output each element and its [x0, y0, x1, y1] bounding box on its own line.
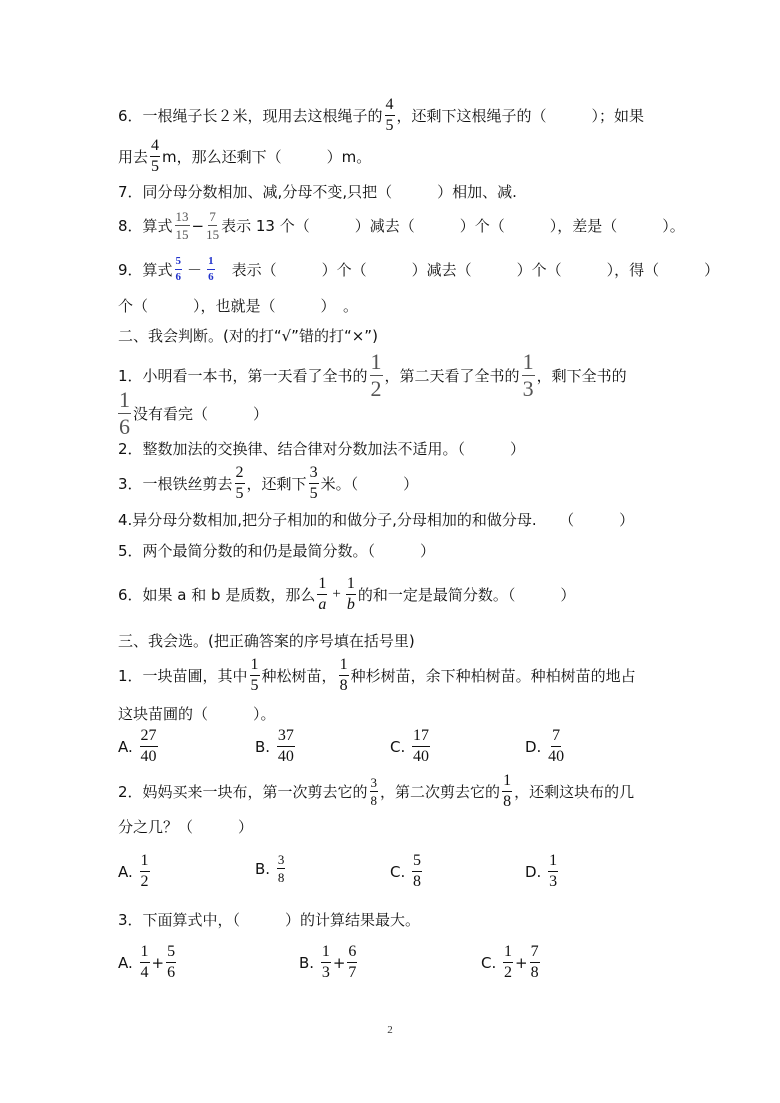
numerator: 5: [166, 944, 176, 963]
numerator: 5: [175, 256, 183, 270]
fill-q7: [118, 181, 517, 202]
text: ，剩下全书的: [536, 367, 627, 385]
operator: −: [191, 216, 205, 235]
choose-q1-option-d[interactable]: [525, 728, 566, 765]
fraction: [175, 210, 190, 241]
text: ，还剩这块布的几: [514, 783, 635, 801]
choose-q2-line2: [118, 816, 253, 837]
denominator: 7: [348, 964, 357, 981]
fraction: [412, 728, 430, 765]
option-label: C.: [390, 862, 406, 881]
fill-q9-line1: [118, 256, 719, 283]
numerator: 1: [503, 944, 513, 963]
denominator: 15: [206, 227, 220, 242]
denominator: 2: [504, 964, 513, 981]
option-label: B.: [299, 953, 315, 972]
option-label: B.: [255, 859, 271, 878]
text: ，还剩下: [246, 475, 307, 493]
option-label: D.: [525, 737, 542, 756]
choose-heading: [118, 630, 415, 651]
numerator: 1: [502, 773, 512, 792]
text: 2．妈妈买来一块布，第一次剪去它的: [118, 783, 368, 801]
numerator: 1: [522, 349, 534, 374]
denominator: 8: [339, 677, 348, 694]
operator: +: [515, 953, 528, 972]
numerator: 27: [140, 728, 158, 747]
operator: +: [332, 586, 341, 602]
option-label: B.: [255, 737, 271, 756]
operator: －: [187, 263, 203, 279]
numerator: 1: [548, 853, 558, 872]
fraction: [321, 944, 331, 981]
numerator: 7: [530, 944, 540, 963]
text: 1．小明看一本书，第一天看了全书的: [118, 367, 368, 385]
denominator: 40: [277, 748, 294, 765]
text: 4.异分母分数相加,把分子相加的和做分子,分母相加的和做分母. （ ）: [118, 511, 635, 529]
text: 表示（ ）个（ ）减去（ ）个（ ），得（ ）: [216, 261, 720, 279]
choose-q3-option-a[interactable]: [118, 944, 178, 981]
numerator: 7: [551, 728, 561, 747]
text: 种松树苗，: [261, 667, 337, 685]
numerator: 1: [317, 576, 327, 595]
fraction: [370, 351, 383, 400]
denominator: 2: [370, 376, 382, 401]
section-heading: 二、我会判断。(对的打“√”错的打“×”): [118, 327, 378, 345]
fraction: [503, 944, 513, 981]
fraction: [140, 853, 150, 890]
fraction: [317, 576, 327, 613]
text: ，还剩下这根绳子的（ ）；如果: [396, 107, 645, 125]
choose-q2-option-a[interactable]: [118, 853, 152, 890]
fraction: [522, 351, 535, 400]
numerator: 2: [235, 465, 245, 484]
option-label: A.: [118, 953, 133, 972]
fraction: [548, 853, 558, 890]
fill-q6-line2: [118, 138, 371, 175]
fraction: [502, 773, 512, 810]
denominator: 6: [119, 414, 130, 439]
denominator: 8: [503, 793, 512, 810]
numerator: 37: [277, 728, 295, 747]
fill-q8: [118, 210, 685, 241]
numerator: 3: [309, 465, 319, 484]
choose-q3-option-c[interactable]: [481, 944, 542, 981]
judge-q2: [118, 438, 525, 459]
choose-q1-option-c[interactable]: [390, 728, 432, 765]
judge-q4: [118, 509, 634, 530]
fraction: [175, 256, 183, 283]
text: 7．同分母分数相加、减,分母不变,只把（ ）相加、减.: [118, 183, 517, 201]
fraction: [530, 944, 540, 981]
fraction: [309, 465, 319, 502]
option-label: D.: [525, 862, 542, 881]
choose-q1-option-b[interactable]: [255, 728, 297, 765]
numerator: 13: [175, 209, 189, 224]
judge-q5: [118, 540, 435, 561]
denominator: 3: [321, 964, 330, 981]
denominator: 8: [277, 870, 285, 885]
fraction: [140, 728, 158, 765]
numerator: 1: [339, 657, 349, 676]
denominator: 3: [549, 873, 558, 890]
fraction: [235, 465, 245, 502]
numerator: 7: [209, 209, 216, 224]
denominator: 5: [235, 485, 244, 502]
text: 6．一根绳子长２米，现用去这根绳子的: [118, 107, 383, 125]
text: 米。（ ）: [320, 475, 419, 493]
fraction: [206, 210, 219, 241]
choose-q2-option-c[interactable]: [390, 853, 424, 890]
fraction: [370, 776, 379, 807]
numerator: 1: [346, 576, 356, 595]
choose-q2-option-d[interactable]: [525, 853, 560, 890]
text: 种杉树苗，余下种柏树苗。种柏树苗的地占: [350, 667, 636, 685]
judge-heading: [118, 325, 378, 346]
numerator: 4: [150, 138, 160, 157]
text: 1．一块苗圃，其中: [118, 667, 248, 685]
text: 2．整数加法的交换律、结合律对分数加法不适用。（ ）: [118, 440, 526, 458]
fraction: [277, 728, 295, 765]
judge-q6: [118, 576, 575, 613]
text: 3．下面算式中，（ ）的计算结果最大。: [118, 911, 421, 929]
denominator: 8: [530, 964, 539, 981]
text: 3．一根铁丝剪去: [118, 475, 233, 493]
operator: +: [332, 953, 346, 972]
numerator: 1: [140, 853, 150, 872]
page-number: 2: [387, 1024, 393, 1036]
fill-q6-line1: [118, 97, 644, 134]
numerator: 1: [207, 256, 215, 270]
text: 8．算式: [118, 217, 173, 235]
fraction: [347, 944, 357, 981]
fraction: [207, 256, 215, 283]
choose-q1-line1: [118, 657, 636, 694]
text: 的和一定是最简分数。（ ）: [357, 586, 576, 604]
fraction: [250, 657, 260, 694]
text: 6．如果 a 和 b 是质数，那么: [118, 586, 316, 604]
numerator: 1: [370, 349, 382, 374]
denominator: 6: [208, 271, 214, 283]
text: 分之几？（ ）: [118, 818, 254, 836]
denominator: 2: [140, 873, 149, 890]
text: m，那么还剩下（ ）m。: [162, 148, 372, 166]
text: 这块苗圃的（ ）。: [118, 705, 276, 723]
numerator: 17: [412, 728, 430, 747]
fraction: [140, 944, 150, 981]
choose-q1-line2: [118, 703, 276, 724]
fraction: [339, 657, 349, 694]
denominator: 4: [140, 964, 149, 981]
text: 表示 13 个（ ）减去（ ）个（ ），差是（ ）。: [221, 217, 685, 235]
denominator: 8: [413, 873, 422, 890]
denominator: b: [346, 596, 355, 613]
text: 个（ ），也就是（ ） 。: [118, 297, 359, 315]
fraction: [118, 389, 131, 438]
option-label: A.: [118, 737, 133, 756]
text: 没有看完（ ）: [133, 405, 269, 423]
denominator: 5: [250, 677, 259, 694]
denominator: 5: [151, 158, 160, 175]
fraction: [150, 138, 160, 175]
fill-q9-line2: [118, 295, 358, 316]
numerator: 6: [347, 944, 357, 963]
choose-q2-option-b[interactable]: [255, 853, 287, 884]
denominator: 40: [140, 748, 157, 765]
operator: +: [151, 953, 165, 972]
numerator: 5: [412, 853, 422, 872]
denominator: 6: [167, 964, 176, 981]
denominator: a: [318, 596, 327, 613]
numerator: 3: [370, 775, 378, 790]
fraction: [346, 576, 356, 613]
fraction: [277, 853, 286, 884]
choose-q3: [118, 909, 420, 930]
text: 9．算式: [118, 261, 173, 279]
option-label: C.: [390, 737, 406, 756]
text: 用去: [118, 148, 149, 166]
option-label: C.: [481, 953, 497, 972]
option-label: A.: [118, 862, 133, 881]
denominator: 3: [522, 376, 534, 401]
numerator: 1: [250, 657, 260, 676]
numerator: 1: [321, 944, 331, 963]
choose-q1-option-a[interactable]: [118, 728, 160, 765]
fraction: [385, 97, 395, 134]
judge-q3: [118, 465, 418, 502]
choose-q2-line1: [118, 773, 634, 810]
denominator: 6: [175, 271, 182, 283]
denominator: 15: [175, 227, 189, 242]
text: ，第二次剪去它的: [380, 783, 501, 801]
numerator: 3: [277, 852, 285, 867]
denominator: 40: [548, 748, 565, 765]
denominator: 5: [385, 117, 394, 134]
numerator: 1: [140, 944, 150, 963]
fraction: [548, 728, 564, 765]
text: ，第二天看了全书的: [384, 367, 520, 385]
choose-q3-option-b[interactable]: [299, 944, 359, 981]
numerator: 4: [385, 97, 395, 116]
denominator: 40: [413, 748, 430, 765]
section-heading: 三、我会选。(把正确答案的序号填在括号里): [118, 632, 415, 650]
denominator: 5: [309, 485, 318, 502]
numerator: 1: [119, 387, 130, 412]
fraction: [412, 853, 422, 890]
judge-q1-line2: [118, 389, 268, 438]
text: 5．两个最简分数的和仍是最简分数。（ ）: [118, 542, 436, 560]
fraction: [166, 944, 176, 981]
denominator: 8: [370, 793, 378, 808]
